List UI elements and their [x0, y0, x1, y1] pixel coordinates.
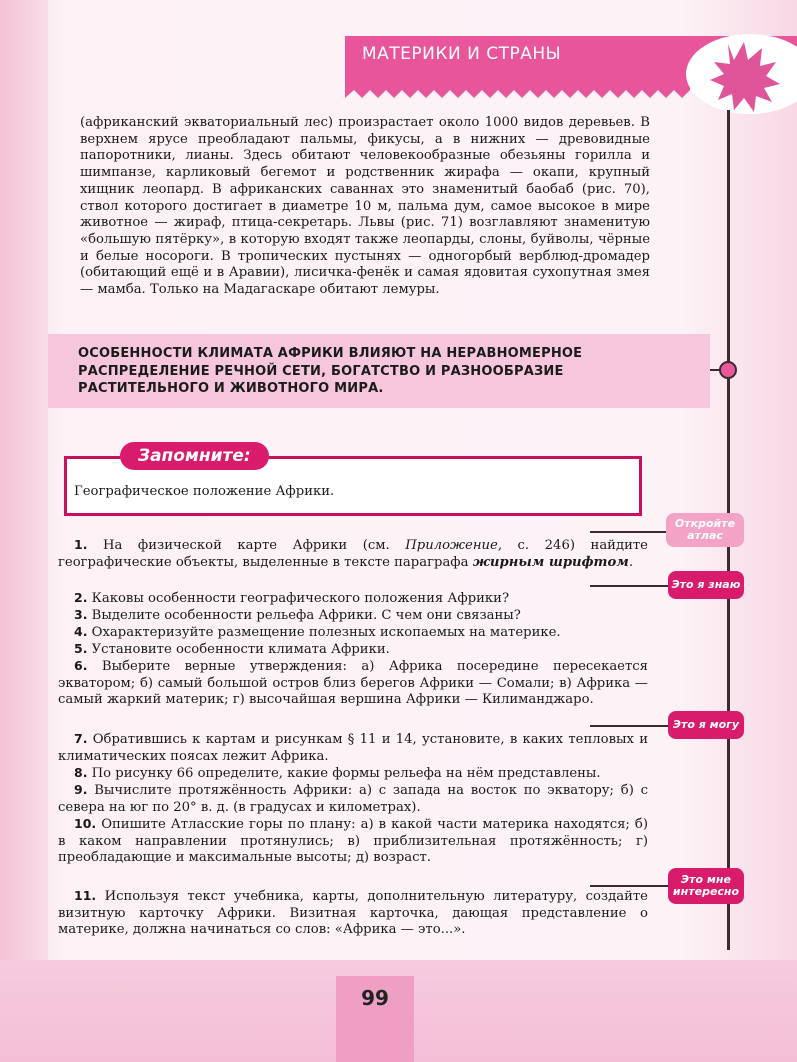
question-text: Опишите Атласские горы по плану: а) в какой части материка находятся; б) в каком направлении протянулись; в) приблизительная протяжённость; г) преобладающие и максимальные высоты; д) возраст.: [58, 817, 648, 866]
header-zigzag-edge: [345, 84, 690, 98]
connector-know: [590, 585, 668, 587]
question-text: Установите особенности климата Африки.: [91, 642, 390, 657]
question-number: 2.: [74, 590, 88, 605]
question-number: 9.: [74, 782, 88, 797]
question-number: 4.: [74, 624, 88, 639]
tag-i-can-label: Это я могу: [672, 718, 740, 731]
tag-open-atlas-label: Откройте атлас: [674, 517, 736, 542]
question-number: 11.: [74, 888, 97, 903]
question-number: 1.: [74, 537, 88, 552]
tag-i-know-label: Это я знаю: [671, 578, 741, 591]
memo-text: Географическое положение Африки.: [74, 484, 335, 499]
connector-atlas: [590, 531, 668, 533]
question-7: [58, 731, 648, 765]
question-text: На физической карте Африки (см.: [103, 538, 406, 553]
question-10: [58, 816, 648, 867]
question-8: [58, 765, 648, 783]
tag-i-know: [668, 571, 744, 599]
question-text: Охарактеризуйте размещение полезных ископаемых на материке.: [91, 625, 561, 640]
question-11: [58, 888, 648, 939]
question-text: Выделите особенности рельефа Африки. С чем они связаны?: [91, 608, 521, 623]
key-statement-text: ОСОБЕННОСТИ КЛИМАТА АФРИКИ ВЛИЯЮТ НА НЕРАВНОМЕРНОЕ РАСПРЕДЕЛЕНИЕ РЕЧНОЙ СЕТИ, БОГАТСТВО И РАЗНООБРАЗИЕ РАСТИТЕЛЬНОГО И ЖИВОТНОГО МИРА.: [78, 346, 583, 396]
question-number: 5.: [74, 641, 88, 656]
appendix-reference: Приложение: [405, 538, 498, 553]
page-number: 99: [361, 986, 389, 1010]
question-text: Выберите верные утверждения: а) Африка посередине пересекается экватором; б) самый большой остров близ берегов Африки — Сомали; в) Африка — самый жаркий материк; г) высочайшая вершина Африки — Килиманджаро.: [58, 659, 648, 708]
question-3: [58, 607, 648, 625]
question-number: 6.: [74, 658, 88, 673]
tag-i-can: [668, 711, 744, 739]
question-text: , с. 246) найдите географические объекты, выделенные в тексте параграфа: [58, 538, 648, 570]
question-text: Вычислите протяжённость Африки: а) с запада на восток по экватору; б) с севера на юг по 20° в. д. (в градусах и километрах).: [58, 783, 648, 815]
tag-interesting-label: Это мне интересно: [672, 873, 740, 898]
question-number: 3.: [74, 607, 88, 622]
question-2: [58, 590, 648, 608]
question-number: 8.: [74, 765, 88, 780]
question-text: Каковы особенности географического положения Африки?: [91, 591, 510, 606]
rail-dot-icon: [719, 361, 737, 379]
question-9: [58, 782, 648, 816]
question-number: 7.: [74, 731, 88, 746]
question-6: [58, 658, 648, 709]
tag-interesting: [668, 868, 744, 904]
connector-can: [590, 725, 668, 727]
question-text: Обратившись к картам и рисункам § 11 и 14, установите, в каких тепловых и климатических поясах лежит Африка.: [58, 732, 648, 764]
question-text: По рисунку 66 определите, какие формы рельефа на нём представлены.: [91, 766, 601, 781]
question-5: [58, 641, 648, 659]
section-title: МАТЕРИКИ И СТРАНЫ: [362, 44, 562, 64]
question-number: 10.: [74, 816, 97, 831]
question-text: .: [628, 554, 634, 570]
intro-paragraph: (африканский экваториальный лес) произрастает около 1000 видов деревьев. В верхнем ярусе преобладают пальмы, фикусы, а в нижних — древовидные папоротники, лианы. Здесь обитают человекообразные обезьяны горилла и шимпанзе, карликовый бегемот и родственник жирафа — окапи, крупный хищник леопард. В африканских саваннах это знаменитый баобаб (рис. 70), ствол которого достигает в диаметре 10 м, пальма дум, самое высокое в мире животное — жираф, птица-секретарь. Львы (рис. 71) возглавляют знаменитую «большую пятёрку», в которую входят также леопарды, слоны, буйволы, чёрные и белые носороги. В тропических пустынях — одногорбый верблюд-дромадер (обитающий ещё и в Аравии), лисичка-фенёк и самая ядовитая сухопутная змея — мамба. Только на Мадагаскаре обитают лемуры.: [80, 115, 650, 298]
connector-interesting: [590, 885, 668, 887]
left-decor-strip: [0, 0, 48, 1062]
bold-font-phrase: жирным шрифтом: [472, 554, 629, 570]
question-1: [58, 537, 648, 571]
memo-label: Запомните:: [120, 442, 269, 470]
tag-open-atlas: [666, 513, 744, 547]
question-4: [58, 624, 648, 642]
star-emblem-icon: [670, 26, 797, 126]
question-text: Используя текст учебника, карты, дополнительную литературу, создайте визитную карточку Африки. Визитная карточка, дающая представление о материке, должна начинаться со слов: «Африка — это...».: [58, 889, 648, 938]
